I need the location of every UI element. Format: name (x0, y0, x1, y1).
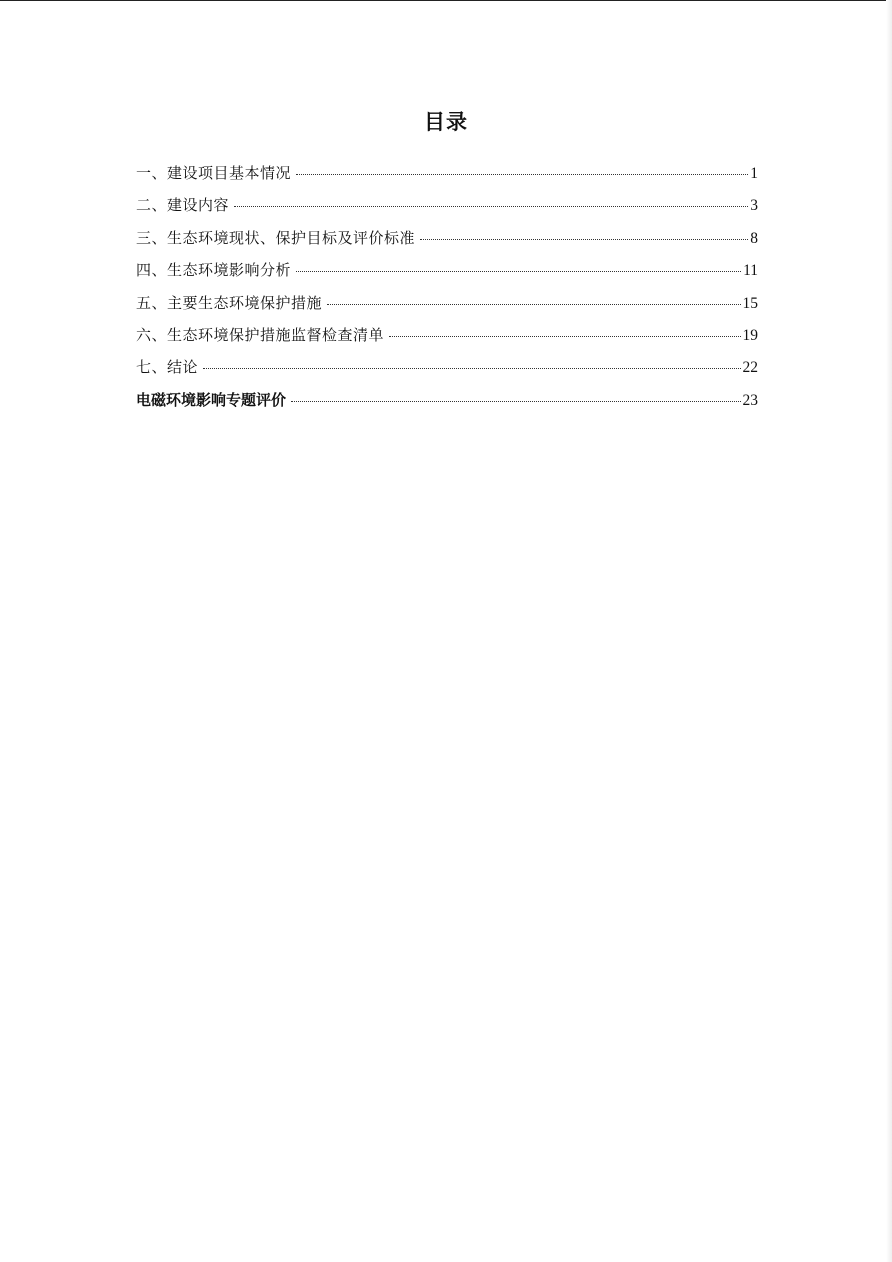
toc-list (136, 157, 758, 416)
toc-entry[interactable] (136, 254, 758, 286)
toc-dot-leader (203, 367, 740, 369)
toc-entry-page: 22 (742, 359, 758, 377)
toc-dot-leader (296, 173, 748, 175)
toc-entry[interactable] (136, 157, 758, 189)
toc-dot-leader (234, 205, 748, 207)
toc-entry[interactable] (136, 222, 758, 254)
toc-entry-page: 19 (742, 326, 758, 344)
toc-entry[interactable] (136, 319, 758, 351)
page-edge-shadow (886, 0, 892, 1262)
toc-dot-leader (327, 303, 740, 305)
toc-entry-label: 六、生态环境保护措施监督检查清单 (136, 325, 385, 344)
toc-entry[interactable] (136, 384, 758, 416)
toc-entry-page: 8 (750, 229, 758, 247)
toc-entry[interactable] (136, 351, 758, 383)
toc-entry-label: 四、生态环境影响分析 (136, 261, 292, 280)
toc-dot-leader (291, 400, 740, 402)
toc-entry-page: 3 (750, 197, 758, 215)
toc-entry-label: 二、建设内容 (136, 196, 230, 215)
toc-dot-leader (296, 270, 741, 272)
toc-entry[interactable] (136, 189, 758, 221)
toc-title: 目录 (424, 110, 468, 134)
toc-dot-leader (389, 335, 740, 337)
toc-dot-leader (420, 238, 748, 240)
toc-entry-label: 五、主要生态环境保护措施 (136, 293, 323, 312)
toc-entry-label: 三、生态环境现状、保护目标及评价标准 (136, 228, 416, 247)
toc-entry[interactable] (136, 287, 758, 319)
top-border-line (0, 0, 892, 1)
toc-entry-label: 电磁环境影响专题评价 (136, 390, 287, 409)
toc-entry-label: 七、结论 (136, 358, 199, 377)
toc-entry-page: 1 (750, 165, 758, 182)
toc-entry-page: 11 (743, 262, 758, 280)
toc-entry-page: 15 (742, 294, 758, 312)
toc-entry-page: 23 (742, 391, 758, 409)
toc-entry-label: 一、建设项目基本情况 (136, 164, 292, 182)
